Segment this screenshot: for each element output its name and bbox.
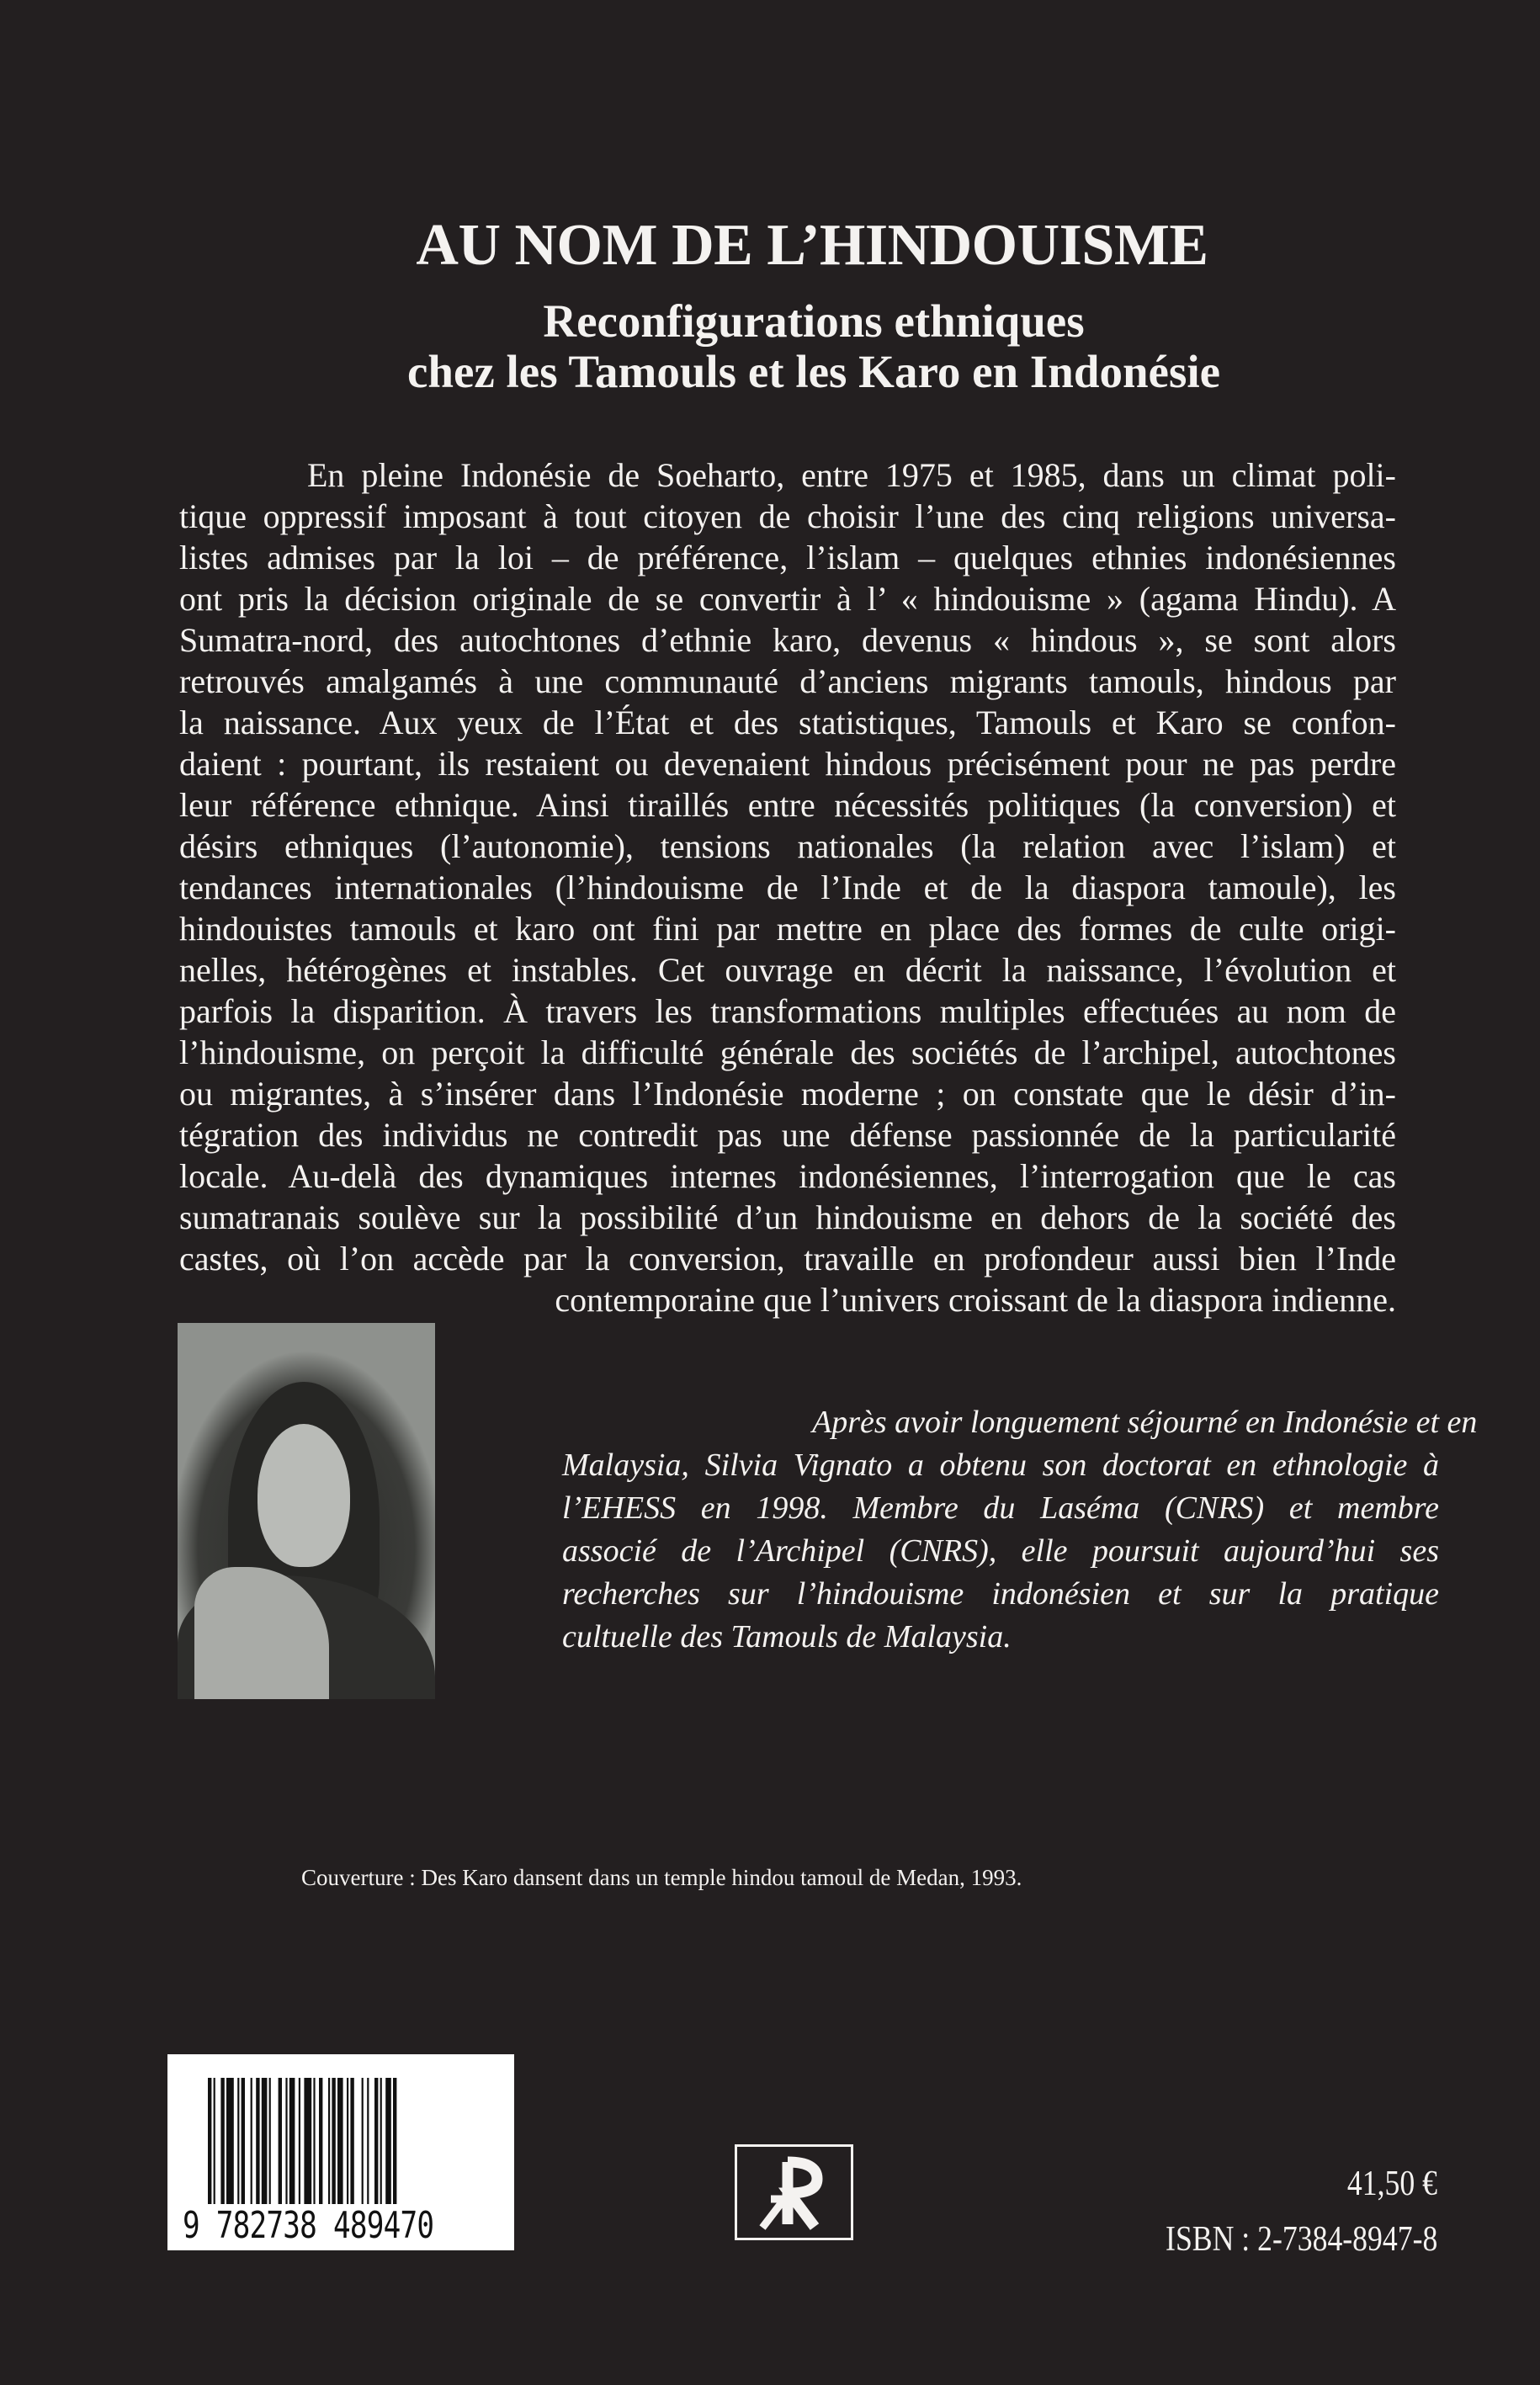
book-title: AU NOM DE L’HINDOUISME [416,213,1208,278]
text-line: leur référence ethnique. Ainsi tiraillés entre nécessités politiques (la conversion) et [179,786,1396,824]
barcode-bar [285,2078,287,2204]
barcode-bar [332,2078,335,2204]
barcode-bar [251,2078,252,2204]
barcode-bar [362,2078,364,2204]
book-subtitle [0,296,1540,397]
text-line: tégration des individus ne contredit pas une défense passionnée de la particularité [179,1116,1396,1154]
barcode-bar [350,2078,353,2204]
publisher-logo [735,2144,853,2240]
publisher-logo-icon [737,2147,851,2238]
text-line: parfois la disparition. À travers les transformations multiples effectuées au nom de [179,992,1396,1030]
barcode-bar [226,2078,234,2204]
text-line: Sumatra-nord, des autochtones d’ethnie karo, devenus « hindous », se sont alors [179,621,1396,659]
text-line: associé de l’Archipel (CNRS), elle poursuit aujourd’hui ses [562,1533,1439,1569]
text-line: l’hindouisme, on perçoit la difficulté générale des sociétés de l’archipel, autochtones [179,1033,1396,1071]
barcode-bar [313,2078,315,2204]
barcode-bar [304,2078,311,2204]
barcode-bar [289,2078,295,2204]
barcode [167,2054,514,2250]
text-line: tendances internationales (l’hindouisme de l’Inde et de la diaspora tamoule), les [179,868,1396,906]
barcode-bar [374,2078,378,2204]
text-line: désirs ethniques (l’autonomie), tensions nationales (la relation avec l’islam) et [179,827,1396,865]
text-line: contemporaine que l’univers croissant de la diaspora indienne. [555,1281,1396,1319]
text-line: Malaysia, Silvia Vignato a obtenu son doctorat en ethnologie à [562,1447,1439,1483]
barcode-bar [319,2078,322,2204]
text-line: Après avoir longuement séjourné en Indonésie et en [812,1405,1478,1440]
barcode-bar [367,2078,369,2204]
barcode-bar [393,2078,396,2204]
text-line: daient : pourtant, ils restaient ou devenaient hindous précisément pour ne pas perdre [179,745,1396,783]
text-line: l’EHESS en 1998. Membre du Laséma (CNRS) et membre [562,1490,1439,1526]
text-line: recherches sur l’hindouisme indonésien et sur la pratique [562,1576,1439,1612]
barcode-bar [208,2078,211,2204]
barcode-bar [299,2078,300,2204]
subtitle-line: Reconfigurations ethniques [543,295,1085,347]
barcode-bar [385,2078,391,2204]
barcode-bar [347,2078,348,2204]
text-line: cultuelle des Tamouls de Malaysia. [562,1619,1012,1655]
text-line: locale. Au-delà des dynamiques internes indonésiennes, l’interrogation que le cas [179,1157,1396,1195]
text-line: nelles, hétérogènes et instables. Cet ouvrage en décrit la naissance, l’évolution et [179,951,1396,989]
barcode-bar [256,2078,259,2204]
cover-caption: Couverture : Des Karo dansent dans un temple hindou tamoul de Medan, 1993. [301,1865,1022,1890]
text-line: castes, où l’on accède par la conversion, travaille en profondeur aussi bien l’Inde [179,1240,1396,1277]
text-line: retrouvés amalgamés à une communauté d’anciens migrants tamouls, hindous par [179,662,1396,700]
barcode-bars [208,2078,486,2204]
text-line: tique oppressif imposant à tout citoyen de choisir l’une des cinq religions universa- [179,497,1396,535]
text-line: listes admises par la loi – de préférence, l’islam – quelques ethnies indonésiennes [179,539,1396,576]
text-line: En pleine Indonésie de Soeharto, entre 1975 et 1985, dans un climat poli- [307,456,1396,494]
barcode-bar [279,2078,282,2204]
author-bio [562,1401,1478,1659]
barcode-bar [337,2078,343,2204]
barcode-bar [220,2078,224,2204]
barcode-bar [269,2078,271,2204]
blurb-text [179,454,1396,1320]
price: 41,50 € [1346,2165,1437,2203]
barcode-bar [237,2078,239,2204]
barcode-bar [242,2078,245,2204]
barcode-bar [328,2078,330,2204]
barcode-bar [380,2078,382,2204]
barcode-number: 9 782738 489470 [183,2204,434,2247]
subtitle-line: chez les Tamouls et les Karo en Indonésie [406,346,1221,397]
text-line: sumatranais soulève sur la possibilité d’un hindouisme en dehors de la société des [179,1198,1396,1236]
text-line: ou migrantes, à s’insérer dans l’Indonésie moderne ; on constate que le désir d’in- [179,1075,1396,1113]
isbn: ISBN : 2-7384-8947-8 [1165,2220,1437,2259]
text-line: ont pris la décision originale de se convertir à l’ « hindouisme » (agama Hindu). A [179,580,1396,618]
text-line: la naissance. Aux yeux de l’État et des statistiques, Tamouls et Karo se confon- [179,704,1396,741]
barcode-bar [262,2078,268,2204]
author-photo [178,1323,435,1699]
barcode-bar [214,2078,215,2204]
text-line: hindouistes tamouls et karo ont fini par mettre en place des formes de culte origi- [179,910,1396,948]
